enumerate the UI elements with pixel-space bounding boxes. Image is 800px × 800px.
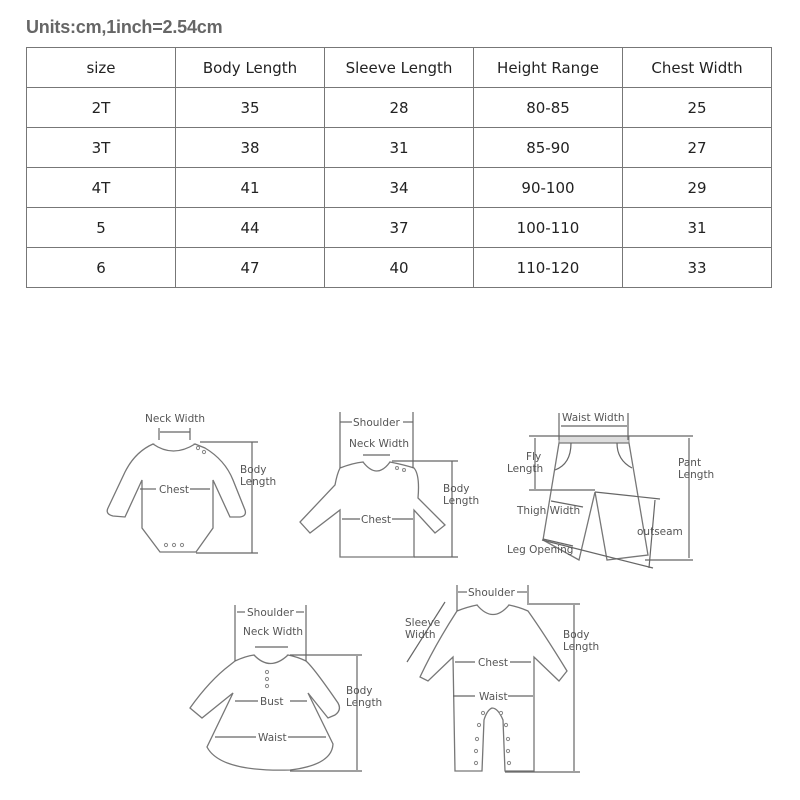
length-label: Length xyxy=(240,476,277,488)
cell: 38 xyxy=(176,128,325,168)
cell: 28 xyxy=(325,88,474,128)
top-illustration-icon xyxy=(290,400,490,570)
sleeve-label: Sleeve xyxy=(405,617,441,629)
size-chart-table xyxy=(26,47,772,288)
pants-illustration-icon xyxy=(495,400,725,580)
header-sleeve-length: Sleeve Length xyxy=(325,48,474,88)
waist-width-label: Waist Width xyxy=(562,412,625,424)
neck-width-label: Neck Width xyxy=(243,626,304,638)
pant-length-label: Length xyxy=(678,469,715,481)
fly-label: Fly xyxy=(526,451,542,463)
waist-label: Waist xyxy=(479,691,508,703)
sleeve-width-label: Width xyxy=(405,629,436,641)
length-label: Length xyxy=(563,641,600,653)
cell: 2T xyxy=(27,88,176,128)
header-body-length: Body Length xyxy=(176,48,325,88)
table-row xyxy=(27,128,772,168)
length-label: Length xyxy=(443,495,480,507)
table-row xyxy=(27,88,772,128)
table-row xyxy=(27,208,772,248)
chest-label: Chest xyxy=(159,484,190,496)
cell: 41 xyxy=(176,168,325,208)
shoulder-label: Shoulder xyxy=(468,587,515,599)
units-note: Units:cm,1inch=2.54cm xyxy=(26,17,223,37)
chest-label: Chest xyxy=(361,514,392,526)
shoulder-label: Shoulder xyxy=(353,417,400,429)
romper-illustration-icon xyxy=(395,580,615,780)
header-height-range: Height Range xyxy=(474,48,623,88)
cell: 25 xyxy=(623,88,772,128)
neck-width-label: Neck Width xyxy=(349,438,410,450)
top-diagram xyxy=(290,400,490,570)
cell: 47 xyxy=(176,248,325,288)
bodysuit-illustration-icon xyxy=(90,400,290,570)
dress-illustration-icon xyxy=(180,590,400,780)
cell: 37 xyxy=(325,208,474,248)
table-row xyxy=(27,168,772,208)
header-chest-width: Chest Width xyxy=(623,48,772,88)
bodysuit-diagram xyxy=(90,400,290,570)
waist-label: Waist xyxy=(258,732,287,744)
cell: 27 xyxy=(623,128,772,168)
fly-length-label: Length xyxy=(507,463,544,475)
cell: 33 xyxy=(623,248,772,288)
body-label: Body xyxy=(443,483,470,495)
dress-diagram xyxy=(180,590,400,780)
pants-diagram xyxy=(495,400,725,580)
chest-label: Chest xyxy=(478,657,509,669)
cell: 31 xyxy=(325,128,474,168)
cell: 40 xyxy=(325,248,474,288)
neck-width-label: Neck Width xyxy=(145,413,206,425)
cell: 44 xyxy=(176,208,325,248)
cell: 80-85 xyxy=(474,88,623,128)
cell: 4T xyxy=(27,168,176,208)
cell: 5 xyxy=(27,208,176,248)
table-row xyxy=(27,248,772,288)
body-label: Body xyxy=(346,685,373,697)
cell: 90-100 xyxy=(474,168,623,208)
body-label: Body xyxy=(563,629,590,641)
cell: 100-110 xyxy=(474,208,623,248)
bust-label: Bust xyxy=(260,696,284,708)
cell: 29 xyxy=(623,168,772,208)
cell: 6 xyxy=(27,248,176,288)
cell: 85-90 xyxy=(474,128,623,168)
cell: 31 xyxy=(623,208,772,248)
romper-diagram xyxy=(395,580,615,780)
cell: 34 xyxy=(325,168,474,208)
header-size: size xyxy=(27,48,176,88)
pant-label: Pant xyxy=(678,457,702,469)
thigh-width-label: Thigh Width xyxy=(517,505,581,517)
body-label: Body xyxy=(240,464,267,476)
cell: 35 xyxy=(176,88,325,128)
shoulder-label: Shoulder xyxy=(247,607,294,619)
length-label: Length xyxy=(346,697,383,709)
outseam-label: outseam xyxy=(637,526,683,538)
cell: 110-120 xyxy=(474,248,623,288)
leg-opening-label: Leg Opening xyxy=(507,544,574,556)
table-header-row xyxy=(27,48,772,88)
cell: 3T xyxy=(27,128,176,168)
